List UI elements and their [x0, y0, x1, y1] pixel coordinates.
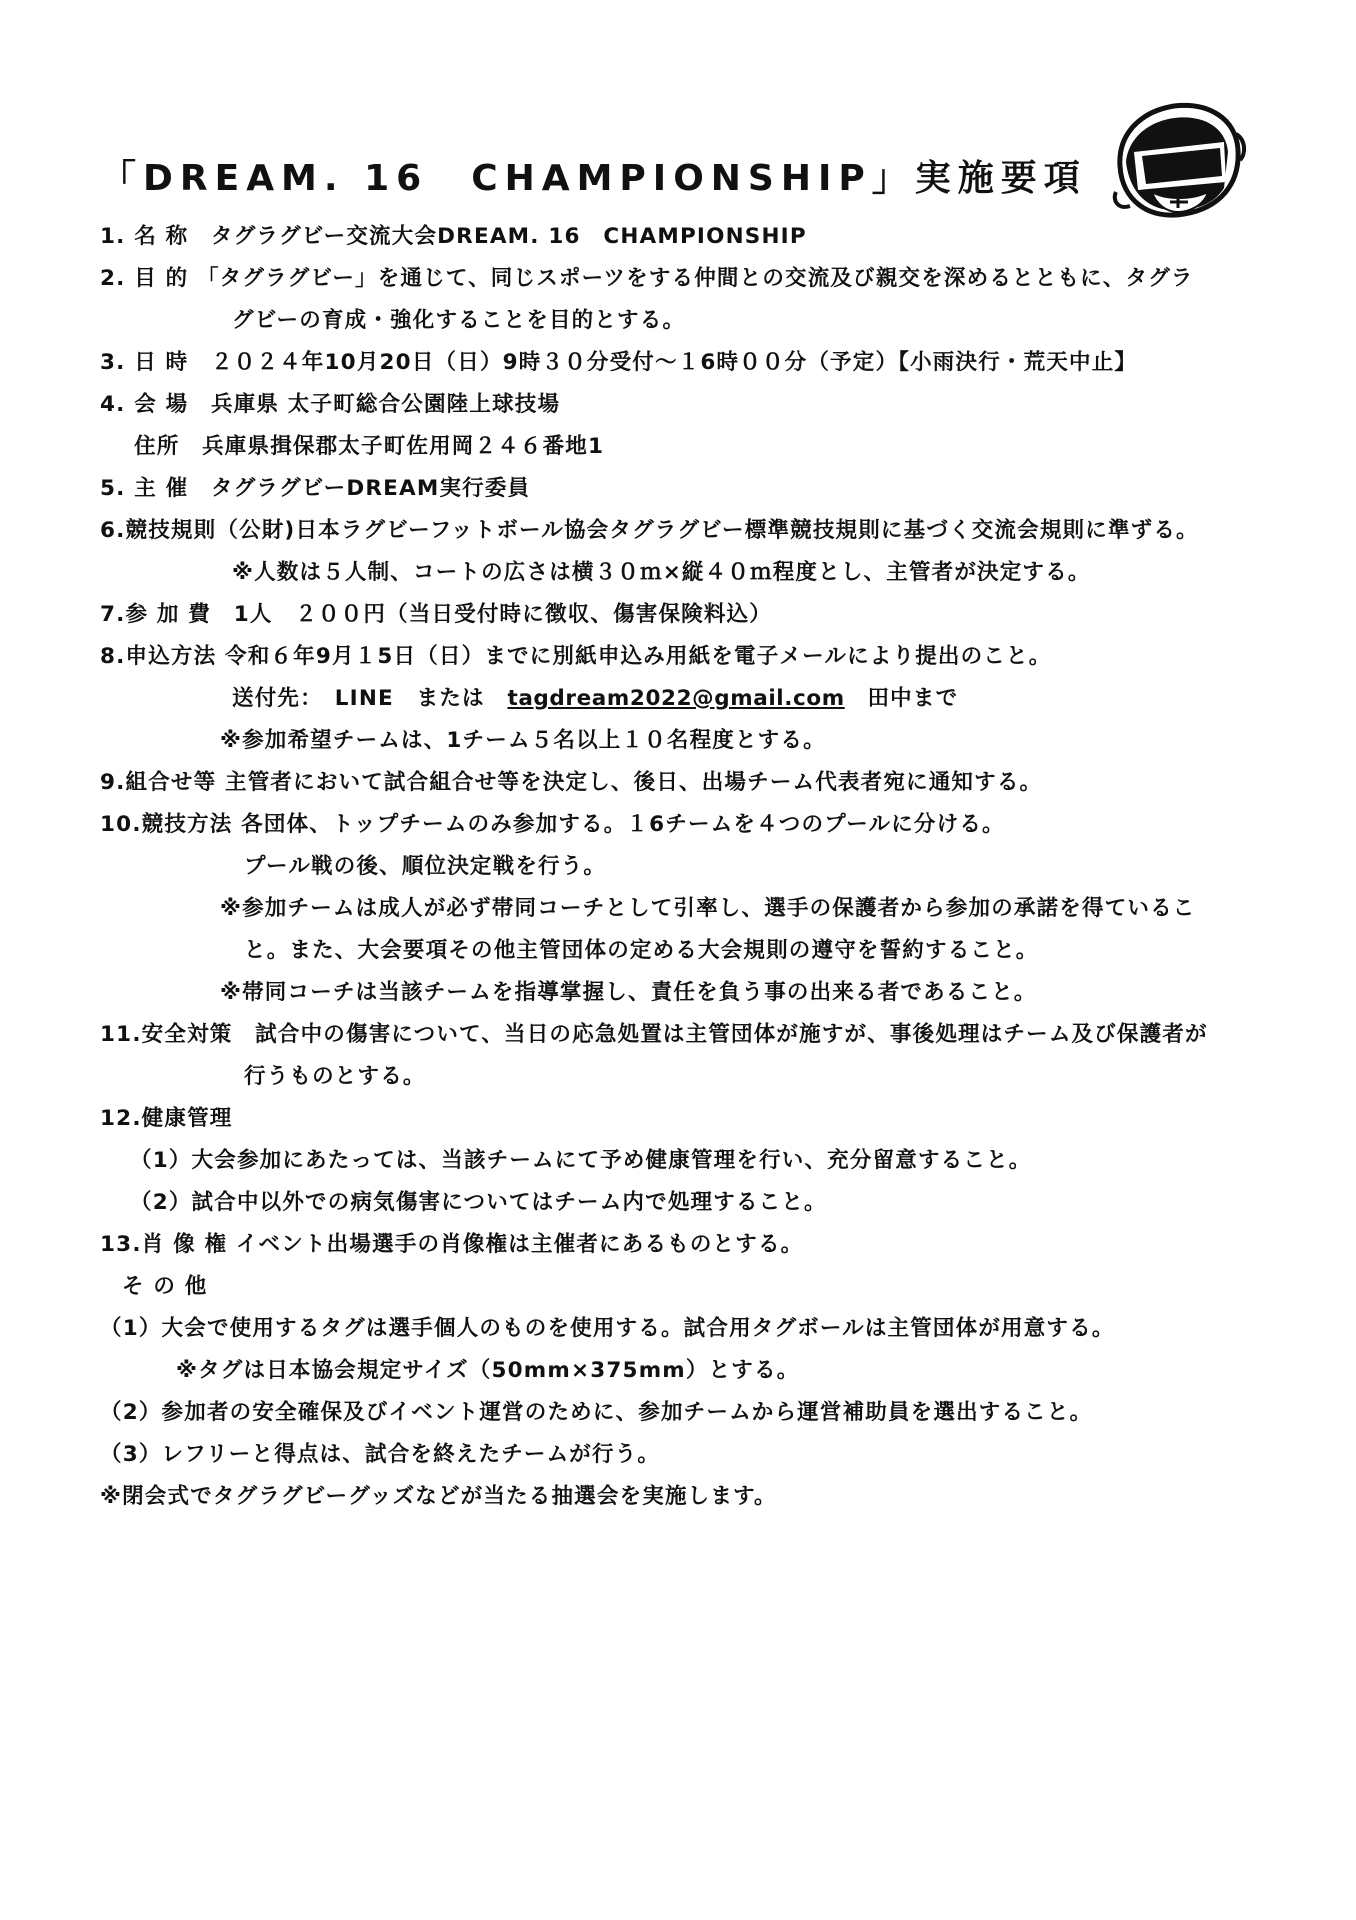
item-safety-cont: 行うものとする。 — [244, 1064, 426, 1089]
item-venue: 4. 会 場 兵庫県 太子町総合公園陸上球技場 — [100, 392, 561, 417]
email-link[interactable]: tagdream2022@gmail.com — [507, 686, 845, 711]
item-health: 12.健康管理 — [100, 1106, 233, 1131]
item-rules: 6.競技規則（公財)日本ラグビーフットボール協会タグラグビー標準競技規則に基づく交流会規則に準ずる。 — [100, 518, 1199, 543]
item-format-note1: ※参加チームは成人が必ず帯同コーチとして引率し、選手の保護者から参加の承諾を得ているこ — [220, 896, 1196, 921]
item-format-cont: プール戦の後、順位決定戦を行う。 — [244, 854, 607, 879]
send-to-suffix: 田中まで — [844, 686, 959, 711]
item-purpose: 2. 目 的 「タグラグビー」を通じて、同じスポーツをする仲間との交流及び親交を深めるとともに、タグラ — [100, 266, 1194, 291]
item-safety: 11.安全対策 試合中の傷害について、当日の応急処置は主管団体が施すが、事後処理はチーム及び保護者が — [100, 1022, 1208, 1047]
item-format-note2: ※帯同コーチは当該チームを指導掌握し、責任を負う事の出来る者であること。 — [220, 980, 1037, 1005]
document-title: 「DREAM. 16 CHAMPIONSHIP」実施要項 — [100, 158, 1087, 199]
item-name: 1. 名 称 タグラグビー交流大会DREAM. 16 CHAMPIONSHIP — [100, 224, 807, 249]
item-application-send — [232, 684, 958, 714]
item-other: そ の 他 — [122, 1274, 208, 1299]
item-address: 住所 兵庫県揖保郡太子町佐用岡２４６番地1 — [134, 434, 605, 459]
item-format-note1-cont: と。また、大会要項その他主管団体の定める大会規則の遵守を誓約すること。 — [244, 938, 1039, 963]
item-organizer: 5. 主 催 タグラグビーDREAM実行委員 — [100, 476, 531, 501]
item-other-2: （2）参加者の安全確保及びイベント運営のために、参加チームから運営補助員を選出すること。 — [100, 1400, 1093, 1425]
item-other-1-note: ※タグは日本協会規定サイズ（50mm×375mm）とする。 — [176, 1358, 800, 1383]
item-health-1: （1）大会参加にあたっては、当該チームにて予め健康管理を行い、充分留意すること。 — [130, 1148, 1032, 1173]
send-to-label: 送付先： LINE または — [232, 686, 508, 711]
item-application: 8.申込方法 令和６年9月１5日（日）までに別紙申込み用紙を電子メールにより提出のこと。 — [100, 644, 1052, 669]
item-format: 10.競技方法 各団体、トップチームのみ参加する。１6チームを４つのプールに分ける。 — [100, 812, 1005, 837]
item-fee: 7.参 加 費 1人 ２００円（当日受付時に徴収、傷害保険料込） — [100, 602, 772, 627]
item-health-2: （2）試合中以外での病気傷害についてはチーム内で処理すること。 — [130, 1190, 827, 1215]
item-other-1: （1）大会で使用するタグは選手個人のものを使用する。試合用タグボールは主管団体が用意する。 — [100, 1316, 1115, 1341]
item-other-3: （3）レフリーと得点は、試合を終えたチームが行う。 — [100, 1442, 661, 1467]
item-grouping: 9.組合せ等 主管者において試合組合せ等を決定し、後日、出場チーム代表者宛に通知する。 — [100, 770, 1043, 795]
item-rules-note: ※人数は５人制、コートの広さは横３０ｍ×縦４０ｍ程度とし、主管者が決定する。 — [232, 560, 1091, 585]
item-portrait: 13.肖 像 権 イベント出場選手の肖像権は主催者にあるものとする。 — [100, 1232, 804, 1257]
dream-tag-rugby-logo-icon — [1108, 96, 1248, 226]
item-lottery-note: ※閉会式でタグラグビーグッズなどが当たる抽選会を実施します。 — [100, 1484, 777, 1509]
item-date: 3. 日 時 ２０２４年10月20日（日）9時３０分受付～１6時００分（予定）【小雨決行・荒天中止】 — [100, 350, 1138, 375]
item-application-note: ※参加希望チームは、1チーム５名以上１０名程度とする。 — [220, 728, 826, 753]
item-purpose-cont: グビーの育成・強化することを目的とする。 — [232, 308, 686, 333]
